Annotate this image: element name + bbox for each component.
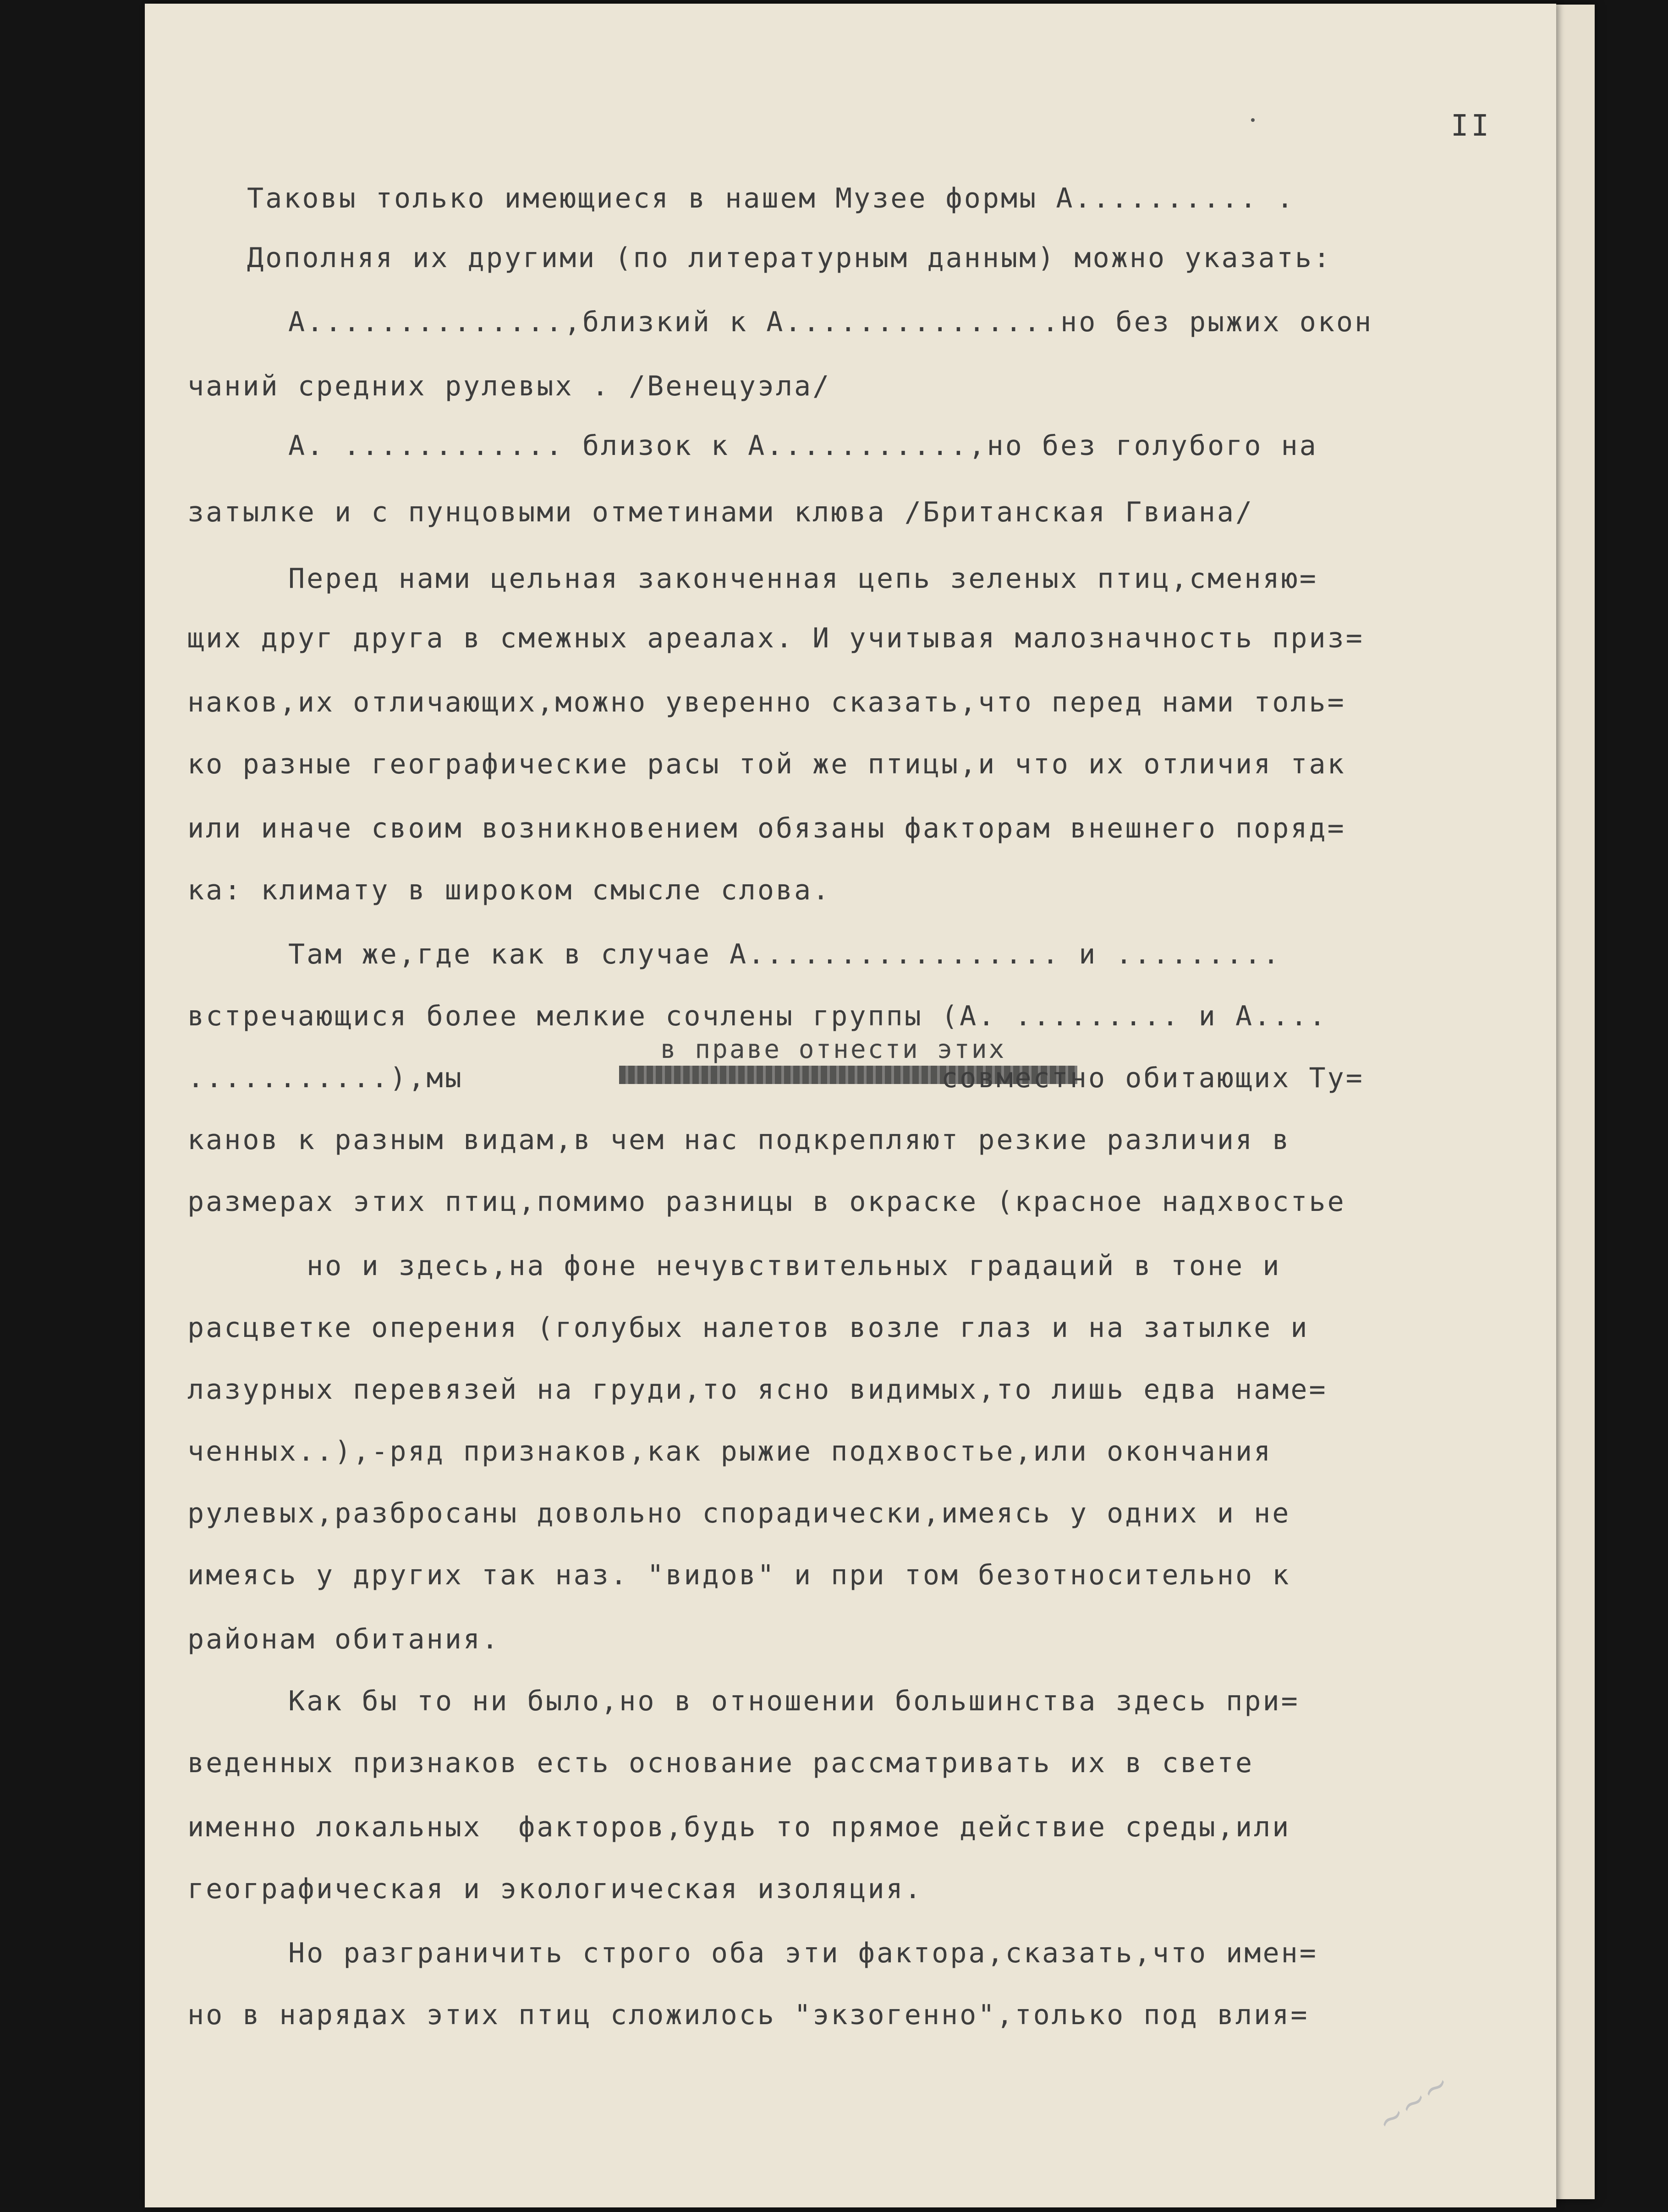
text-line-17: размерах этих птиц,помимо разницы в окраске (красное надхвостье <box>187 1186 1346 1218</box>
ink-dot <box>1251 118 1255 122</box>
text-line-1: Таковы только имеющиеся в нашем Музее формы А.......... . <box>247 182 1295 214</box>
text-line-7: Перед нами цельная законченная цепь зеленых птиц,сменяю= <box>288 563 1318 595</box>
text-line-4: чаний средних рулевых . /Венецуэла/ <box>187 370 831 402</box>
margin-pencil-mark: ~~~ <box>1369 2064 1457 2141</box>
text-line-12: ка: климату в широком смысле слова. <box>187 874 831 906</box>
text-line-18: но и здесь,на фоне нечувствительных градаций в тоне и <box>307 1250 1281 1282</box>
text-line-27: именно локальных факторов,будь то прямое действие среды,или <box>187 1811 1291 1843</box>
text-line-3: А..............,близкий к А...............но без рыжих окон <box>288 306 1373 338</box>
text-line-30: но в нарядах этих птиц сложилось "экзогенно",только под влия= <box>187 1999 1309 2031</box>
text-line-5: А. ............ близок к А...........,но без голубого на <box>288 430 1318 462</box>
text-line-24: районам обитания. <box>187 1623 500 1655</box>
text-line-20: лазурных перевязей на груди,то ясно видимых,то лишь едва наме= <box>187 1374 1328 1406</box>
text-line-29: Но разграничить строго оба эти фактора,сказать,что имен= <box>288 1937 1318 1969</box>
text-line-19: расцветке оперения (голубых налетов возле глаз и на затылке и <box>187 1312 1309 1344</box>
text-line-26: веденных признаков есть основание рассматривать их в свете <box>187 1747 1254 1779</box>
text-line-9: наков,их отличающих,можно уверенно сказать,что перед нами толь= <box>187 686 1346 718</box>
text-line-8: щих друг друга в смежных ареалах. И учитывая малозначность приз= <box>187 622 1364 654</box>
text-line-2: Дополняя их другими (по литературным данным) можно указать: <box>247 242 1332 274</box>
typewritten-page <box>145 4 1556 2207</box>
text-line-10: ко разные географические расы той же птицы,и что их отличия так <box>187 748 1346 780</box>
page-number: II <box>1451 109 1492 143</box>
text-line-6: затылке и с пунцовыми отметинами клюва /Британская Гвиана/ <box>187 496 1254 528</box>
text-line-13: Там же,где как в случае А................. и ......... <box>288 938 1281 970</box>
text-line-28: географическая и экологическая изоляция. <box>187 1873 923 1905</box>
text-line-25: Как бы то ни было,но в отношении большинства здесь при= <box>288 1685 1300 1717</box>
text-line-11: или иначе своим возникновением обязаны факторам внешнего поряд= <box>187 812 1346 844</box>
text-line-22: рулевых,разбросаны довольно спорадически,имеясь у одних и не <box>187 1497 1291 1529</box>
text-line-14: встречающися более мелкие сочлены группы (А. ......... и А.... <box>187 1000 1328 1032</box>
handwritten-insertion: в праве отнести этих <box>660 1035 1006 1064</box>
text-line-15: ...........),мы совместно обитающих Ту= <box>187 1062 1364 1094</box>
text-line-21: ченных..),-ряд признаков,как рыжие подхвостье,или окончания <box>187 1435 1273 1467</box>
text-line-23: имеясь у других так наз. "видов" и при том безотносительно к <box>187 1559 1291 1591</box>
text-line-16: канов к разным видам,в чем нас подкрепляют резкие различия в <box>187 1124 1291 1156</box>
